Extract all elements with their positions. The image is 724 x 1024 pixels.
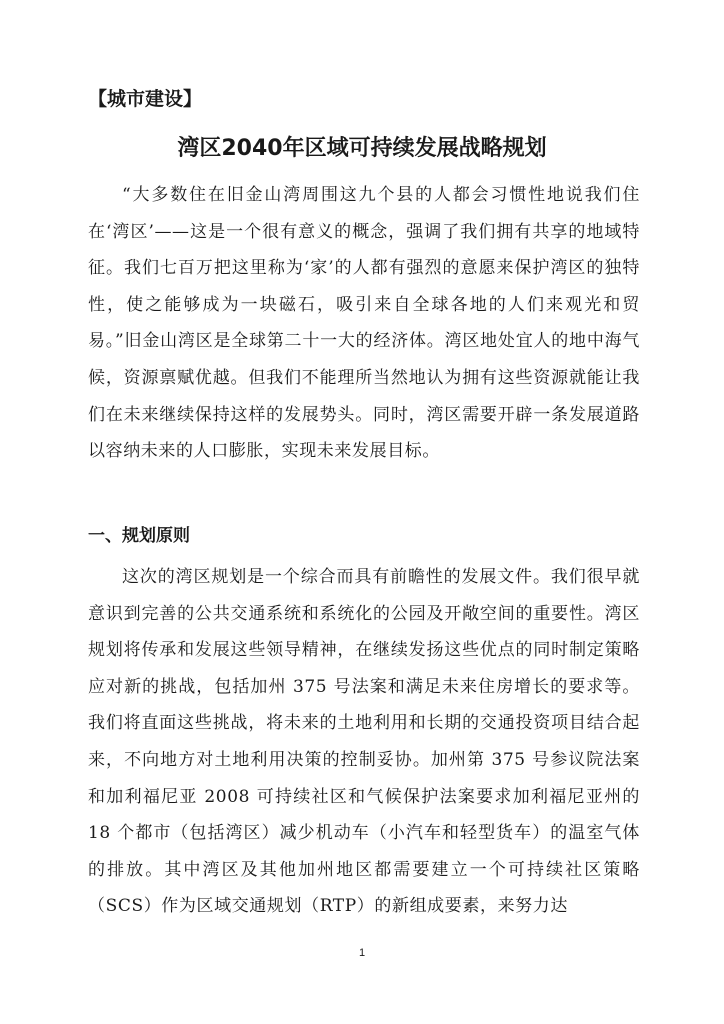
- category-label: 【城市建设】: [88, 88, 203, 110]
- page-number: 1: [358, 947, 366, 959]
- intro-paragraph: “大多数住在旧金山湾周围这九个县的人都会习惯性地说我们住在‘湾区’——这是一个很有意义的概念，强调了我们拥有共享的地域特征。我们七百万把这里称为‘家’的人都有强烈的意愿来保护湾区的独特性，使之能够成为一块磁石，吸引来自全球各地的人们来观光和贸易。”旧金山湾区是全球第二十一大的经济体。湾区地处宜人的地中海气候，资源禀赋优越。但我们不能理所当然地认为拥有这些资源就能让我们在未来继续保持这样的发展势头。同时，湾区需要开辟一条发展道路以容纳未来的人口膨胀，实现未来发展目标。: [88, 185, 640, 462]
- section-heading: 一、规划原则: [88, 526, 190, 546]
- section-paragraph: 这次的湾区规划是一个综合而具有前瞻性的发展文件。我们很早就意识到完善的公共交通系统和系统化的公园及开敞空间的重要性。湾区规划将传承和发展这些领导精神，在继续发扬这些优点的同时制定策略应对新的挑战，包括加州 375 号法案和满足未来住房增长的要求等。我们将直面这些挑战，将未来的土地利用和长期的交通投资项目结合起来，不向地方对土地利用决策的控制妥协。加州第 375 号参议院法案和加利福尼亚 2008 可持续社区和气候保护法案要求加利福尼亚州的 18 个都市（包括湾区）减少机动车（小汽车和轻型货车）的温室气体的排放。其中湾区及其他加州地区都需要建立一个可持续社区策略（SCS）作为区域交通规划（RTP）的新组成要素，来努力达: [88, 567, 640, 917]
- document-title: 湾区2040年区域可持续发展战略规划: [177, 136, 547, 161]
